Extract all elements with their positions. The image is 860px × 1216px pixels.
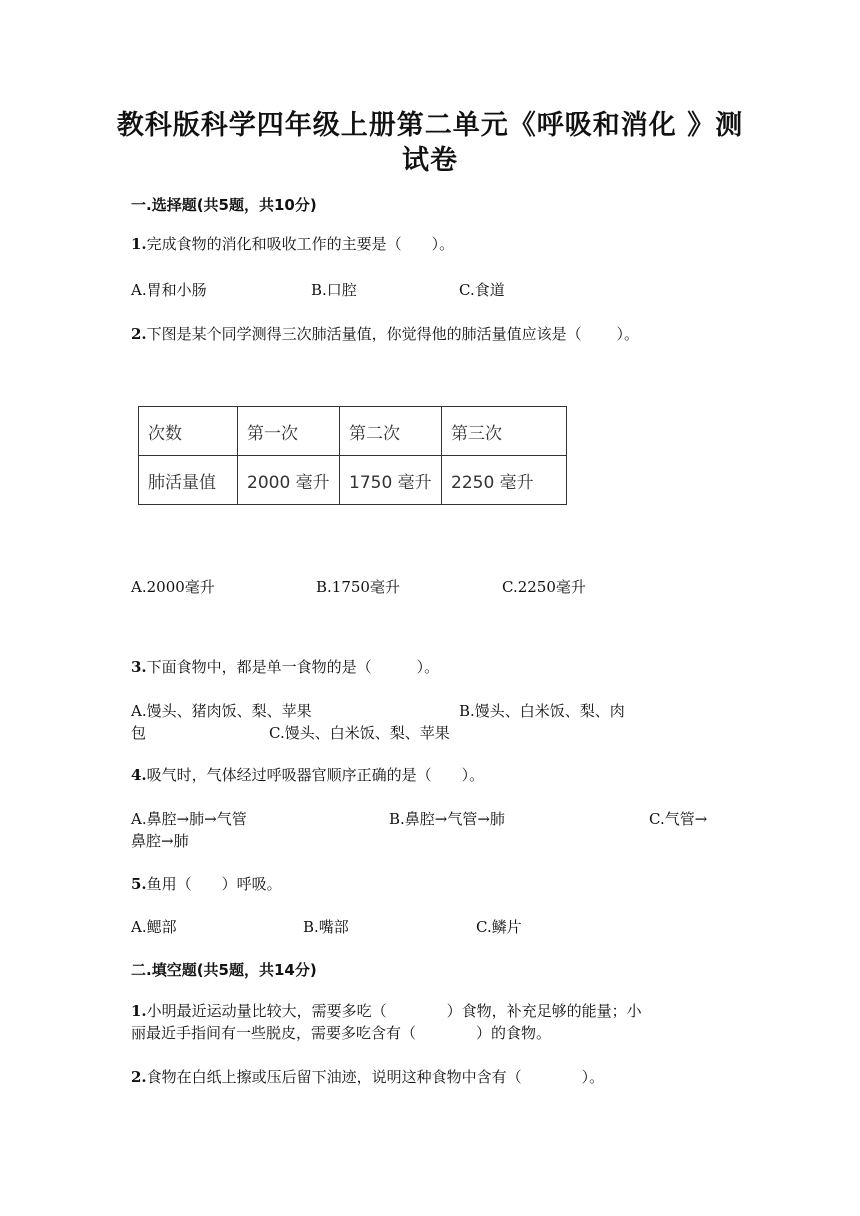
table-row [139, 456, 567, 505]
table-row [139, 407, 567, 456]
option-a: A.馒头、猪肉饭、梨、苹果 [131, 702, 312, 720]
option-a: A.鳃部 [131, 918, 177, 936]
question-number: 4. [131, 766, 147, 784]
option-a: A.胃和小肠 [131, 281, 207, 299]
question-2 [131, 323, 731, 345]
section1-header: 一.选择题(共5题，共10分) [131, 196, 317, 214]
fill-question-1-line2: 丽最近手指间有一些脱皮，需要多吃含有（ ）的食物。 [131, 1024, 552, 1042]
table-cell: 第三次 [442, 407, 567, 456]
option-a: A.2000毫升 [131, 578, 215, 596]
option-b-continued: 包 [131, 724, 147, 742]
question-number: 5. [131, 875, 147, 893]
question-3 [131, 656, 731, 678]
question-number: 1. [131, 1002, 147, 1020]
lung-capacity-table [138, 406, 567, 505]
option-b: B.口腔 [311, 281, 357, 299]
fill-question-2 [131, 1066, 731, 1088]
table-cell: 1750 毫升 [340, 456, 442, 505]
question-number: 3. [131, 658, 147, 676]
option-a: A.鼻腔→肺→气管 [131, 810, 247, 828]
question-number: 2. [131, 1068, 147, 1086]
table-cell: 肺活量值 [139, 456, 238, 505]
option-b: B.馒头、白米饭、梨、肉 [459, 702, 625, 720]
question-number: 2. [131, 325, 147, 343]
section2-header: 二.填空题(共5题，共14分) [131, 961, 317, 979]
table-cell: 次数 [139, 407, 238, 456]
question-number: 1. [131, 235, 147, 253]
option-c-continued: 鼻腔→肺 [131, 832, 189, 850]
option-b: B.嘴部 [303, 918, 349, 936]
question-5 [131, 873, 731, 895]
fill-question-1 [131, 1000, 741, 1022]
page-title-line2: 试卷 [402, 145, 458, 176]
table-cell: 第一次 [238, 407, 340, 456]
question-text: 食物在白纸上擦或压后留下油迹，说明这种食物中含有（ ）。 [146, 1068, 605, 1086]
option-b: B.1750毫升 [316, 578, 400, 596]
question-text-line1: 小明最近运动量比较大，需要多吃（ ）食物，补充足够的能量；小 [146, 1002, 642, 1020]
option-c: C.气管→ [649, 810, 708, 828]
option-c: C.馒头、白米饭、梨、苹果 [269, 724, 450, 742]
table-cell: 2000 毫升 [238, 456, 340, 505]
question-1 [131, 233, 731, 255]
question-text: 吸气时，气体经过呼吸器官顺序正确的是（ ）。 [146, 766, 485, 784]
table-cell: 2250 毫升 [442, 456, 567, 505]
option-b: B.鼻腔→气管→肺 [389, 810, 505, 828]
question-text: 完成食物的消化和吸收工作的主要是（ ）。 [146, 235, 455, 253]
question-text: 下面食物中，都是单一食物的是（ ）。 [146, 658, 440, 676]
question-text: 鱼用（ ）呼吸。 [146, 875, 282, 893]
table-cell: 第二次 [340, 407, 442, 456]
option-c: C.2250毫升 [502, 578, 586, 596]
question-4 [131, 764, 731, 786]
page-title-line1: 教科版科学四年级上册第二单元《呼吸和消化 》测 [116, 110, 744, 141]
option-c: C.食道 [459, 281, 505, 299]
question-text: 下图是某个同学测得三次肺活量值，你觉得他的肺活量值应该是（ ）。 [146, 325, 639, 343]
option-c: C.鳞片 [476, 918, 522, 936]
